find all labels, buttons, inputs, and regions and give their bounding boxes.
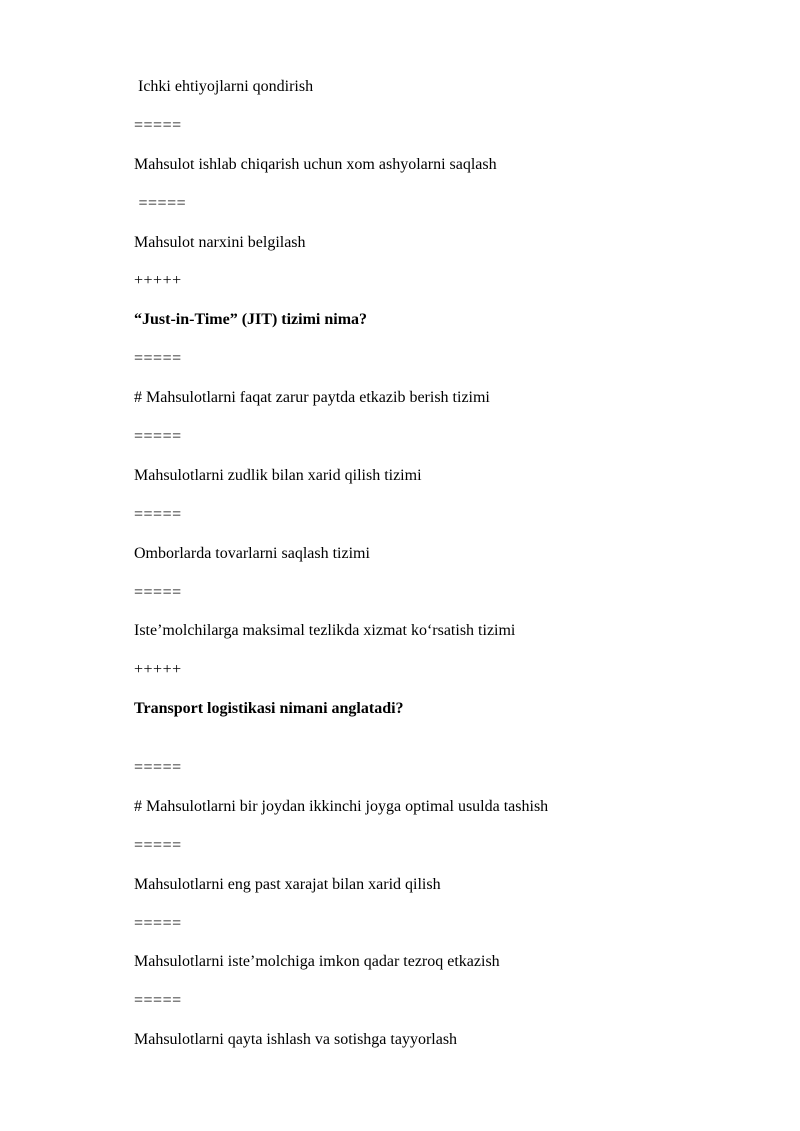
question-heading: Transport logistikasi nimani anglatadi? xyxy=(134,700,404,717)
question-separator: +++++ xyxy=(134,272,182,289)
answer-option: Mahsulotlarni iste’molchiga imkon qadar tezroq etkazish xyxy=(134,953,500,970)
answer-option: Mahsulot ishlab chiqarish uchun xom ashyolarni saqlash xyxy=(134,156,497,173)
question-separator: +++++ xyxy=(134,661,182,678)
option-separator: ===== xyxy=(134,837,182,854)
answer-option: Mahsulotlarni eng past xarajat bilan xarid qilish xyxy=(134,876,441,893)
option-separator: ===== xyxy=(134,428,182,445)
answer-option: Ichki ehtiyojlarni qondirish xyxy=(134,78,314,95)
correct-answer-option: # Mahsulotlarni bir joydan ikkinchi joyga optimal usulda tashish xyxy=(134,798,549,815)
option-separator: ===== xyxy=(134,915,182,932)
option-separator: ===== xyxy=(134,992,182,1009)
question-heading: “Just-in-Time” (JIT) tizimi nima? xyxy=(134,311,368,328)
answer-option: Omborlarda tovarlarni saqlash tizimi xyxy=(134,545,370,562)
option-separator: ===== xyxy=(134,117,182,134)
answer-option: Mahsulotlarni zudlik bilan xarid qilish tizimi xyxy=(134,467,422,484)
option-separator: ===== xyxy=(134,759,182,776)
correct-answer-option: # Mahsulotlarni faqat zarur paytda etkazib berish tizimi xyxy=(134,389,490,406)
option-separator: ===== xyxy=(134,506,182,523)
answer-option: Mahsulot narxini belgilash xyxy=(134,234,306,251)
answer-option: Mahsulotlarni qayta ishlash va sotishga tayyorlash xyxy=(134,1031,458,1048)
answer-option: Iste’molchilarga maksimal tezlikda xizmat ko‘rsatish tizimi xyxy=(134,622,516,639)
option-separator: ===== xyxy=(134,195,187,212)
option-separator: ===== xyxy=(134,350,182,367)
option-separator: ===== xyxy=(134,584,182,601)
